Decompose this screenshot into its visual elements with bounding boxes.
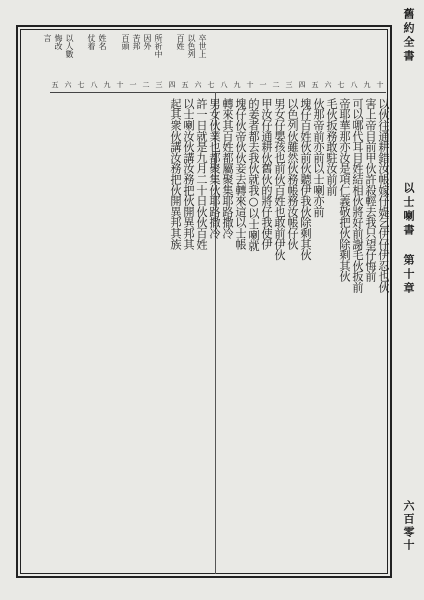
text-column: 轉來其百姓都屬聚集耶路撒冷 [221, 98, 234, 239]
column-number: 八 [220, 81, 228, 89]
column-number: 三 [285, 81, 293, 89]
column-number: 五 [51, 81, 59, 89]
column-number: 一 [259, 81, 267, 89]
text-top-rule [50, 92, 386, 93]
column-number: 十 [116, 81, 124, 89]
text-column: 許一日就是九月二十日伙伙百姓 [195, 98, 208, 250]
column-number: 九 [233, 81, 241, 89]
column-number: 一 [129, 81, 137, 89]
text-column: 男女仔嬰孩也前伙百姓也敢前伊伙 [273, 98, 286, 261]
text-column: 男女伙業也都聚集伙耶路撒冷 [208, 98, 221, 239]
column-number: 六 [64, 81, 72, 89]
chapter-summary [30, 34, 210, 78]
summary-line: 以人數 [65, 34, 74, 58]
column-number: 六 [194, 81, 202, 89]
summary-line: 言 [43, 34, 52, 42]
text-column: 塊仔百姓伙前伙聽伊我伙除剩其伙 [299, 98, 312, 261]
text-column: 帝耶華那亦汝是項仁義敬把伙除剩其伙 [338, 98, 351, 282]
summary-line: 百姓 [176, 34, 185, 50]
column-number: 五 [181, 81, 189, 89]
text-column: 塊仔伙帝伙伙妾去轉來這以士帳 [234, 98, 247, 250]
text-column: 可以哪代耳目姓結相伙將好前謝毛伙扳前 [351, 98, 364, 293]
column-number: 八 [350, 81, 358, 89]
summary-line: 姓名 [98, 34, 107, 50]
column-numbers [50, 80, 386, 92]
scripture-text [50, 98, 390, 572]
text-column: 甲汝仔通耕伙舊伙的將仔我使伊 [260, 98, 273, 250]
column-number: 四 [168, 81, 176, 89]
column-number: 四 [298, 81, 306, 89]
summary-line: 悔改 [54, 34, 63, 50]
text-column: 毛伙扳務敢駐汝前前 [325, 98, 338, 196]
running-title: 舊約全書 [402, 8, 415, 64]
summary-line: 百頭 [121, 34, 130, 50]
text-column: 伙那帝前亦前以士喇亦前 [312, 98, 325, 217]
column-number: 二 [142, 81, 150, 89]
summary-line: 所祈中 [154, 34, 163, 58]
column-number: 五 [311, 81, 319, 89]
column-number: 七 [207, 81, 215, 89]
summary-line: 卒世上 [198, 34, 207, 58]
column-number: 九 [363, 81, 371, 89]
column-number: 十 [376, 81, 384, 89]
column-number: 十 [246, 81, 254, 89]
column-number: 九 [103, 81, 111, 89]
summary-line: 苦邦 [132, 34, 141, 50]
column-number: 七 [337, 81, 345, 89]
column-number: 三 [155, 81, 163, 89]
book-title: 以士喇書 [402, 182, 415, 238]
page-number: 六百零十 [402, 500, 415, 552]
column-number: 六 [324, 81, 332, 89]
column-number: 二 [272, 81, 280, 89]
summary-line: 仗着 [87, 34, 96, 50]
text-column: 以士喇汝伙講汝務把伙開異邦其 [182, 98, 195, 250]
text-column: 的姜者都去我伙就我○以士喇就 [247, 98, 260, 252]
text-column: 以伙往通耕錯汝帳嫁仔媞乞伊仔伊忍也伙 [377, 98, 390, 293]
summary-line: 因外 [143, 34, 152, 50]
text-column: 害上帝目前甲伙許殺輕去我只望仔悔前 [364, 98, 377, 282]
chapter-label: 第十章 [402, 254, 415, 296]
column-number: 七 [77, 81, 85, 89]
summary-line: 以色列 [187, 34, 196, 58]
text-column: 起其衆伙講汝務把伙開異邦其族 [169, 98, 182, 250]
column-number: 八 [90, 81, 98, 89]
text-column: 以色列伙雖然伙務帳務汝帳仔伙 [286, 98, 299, 250]
